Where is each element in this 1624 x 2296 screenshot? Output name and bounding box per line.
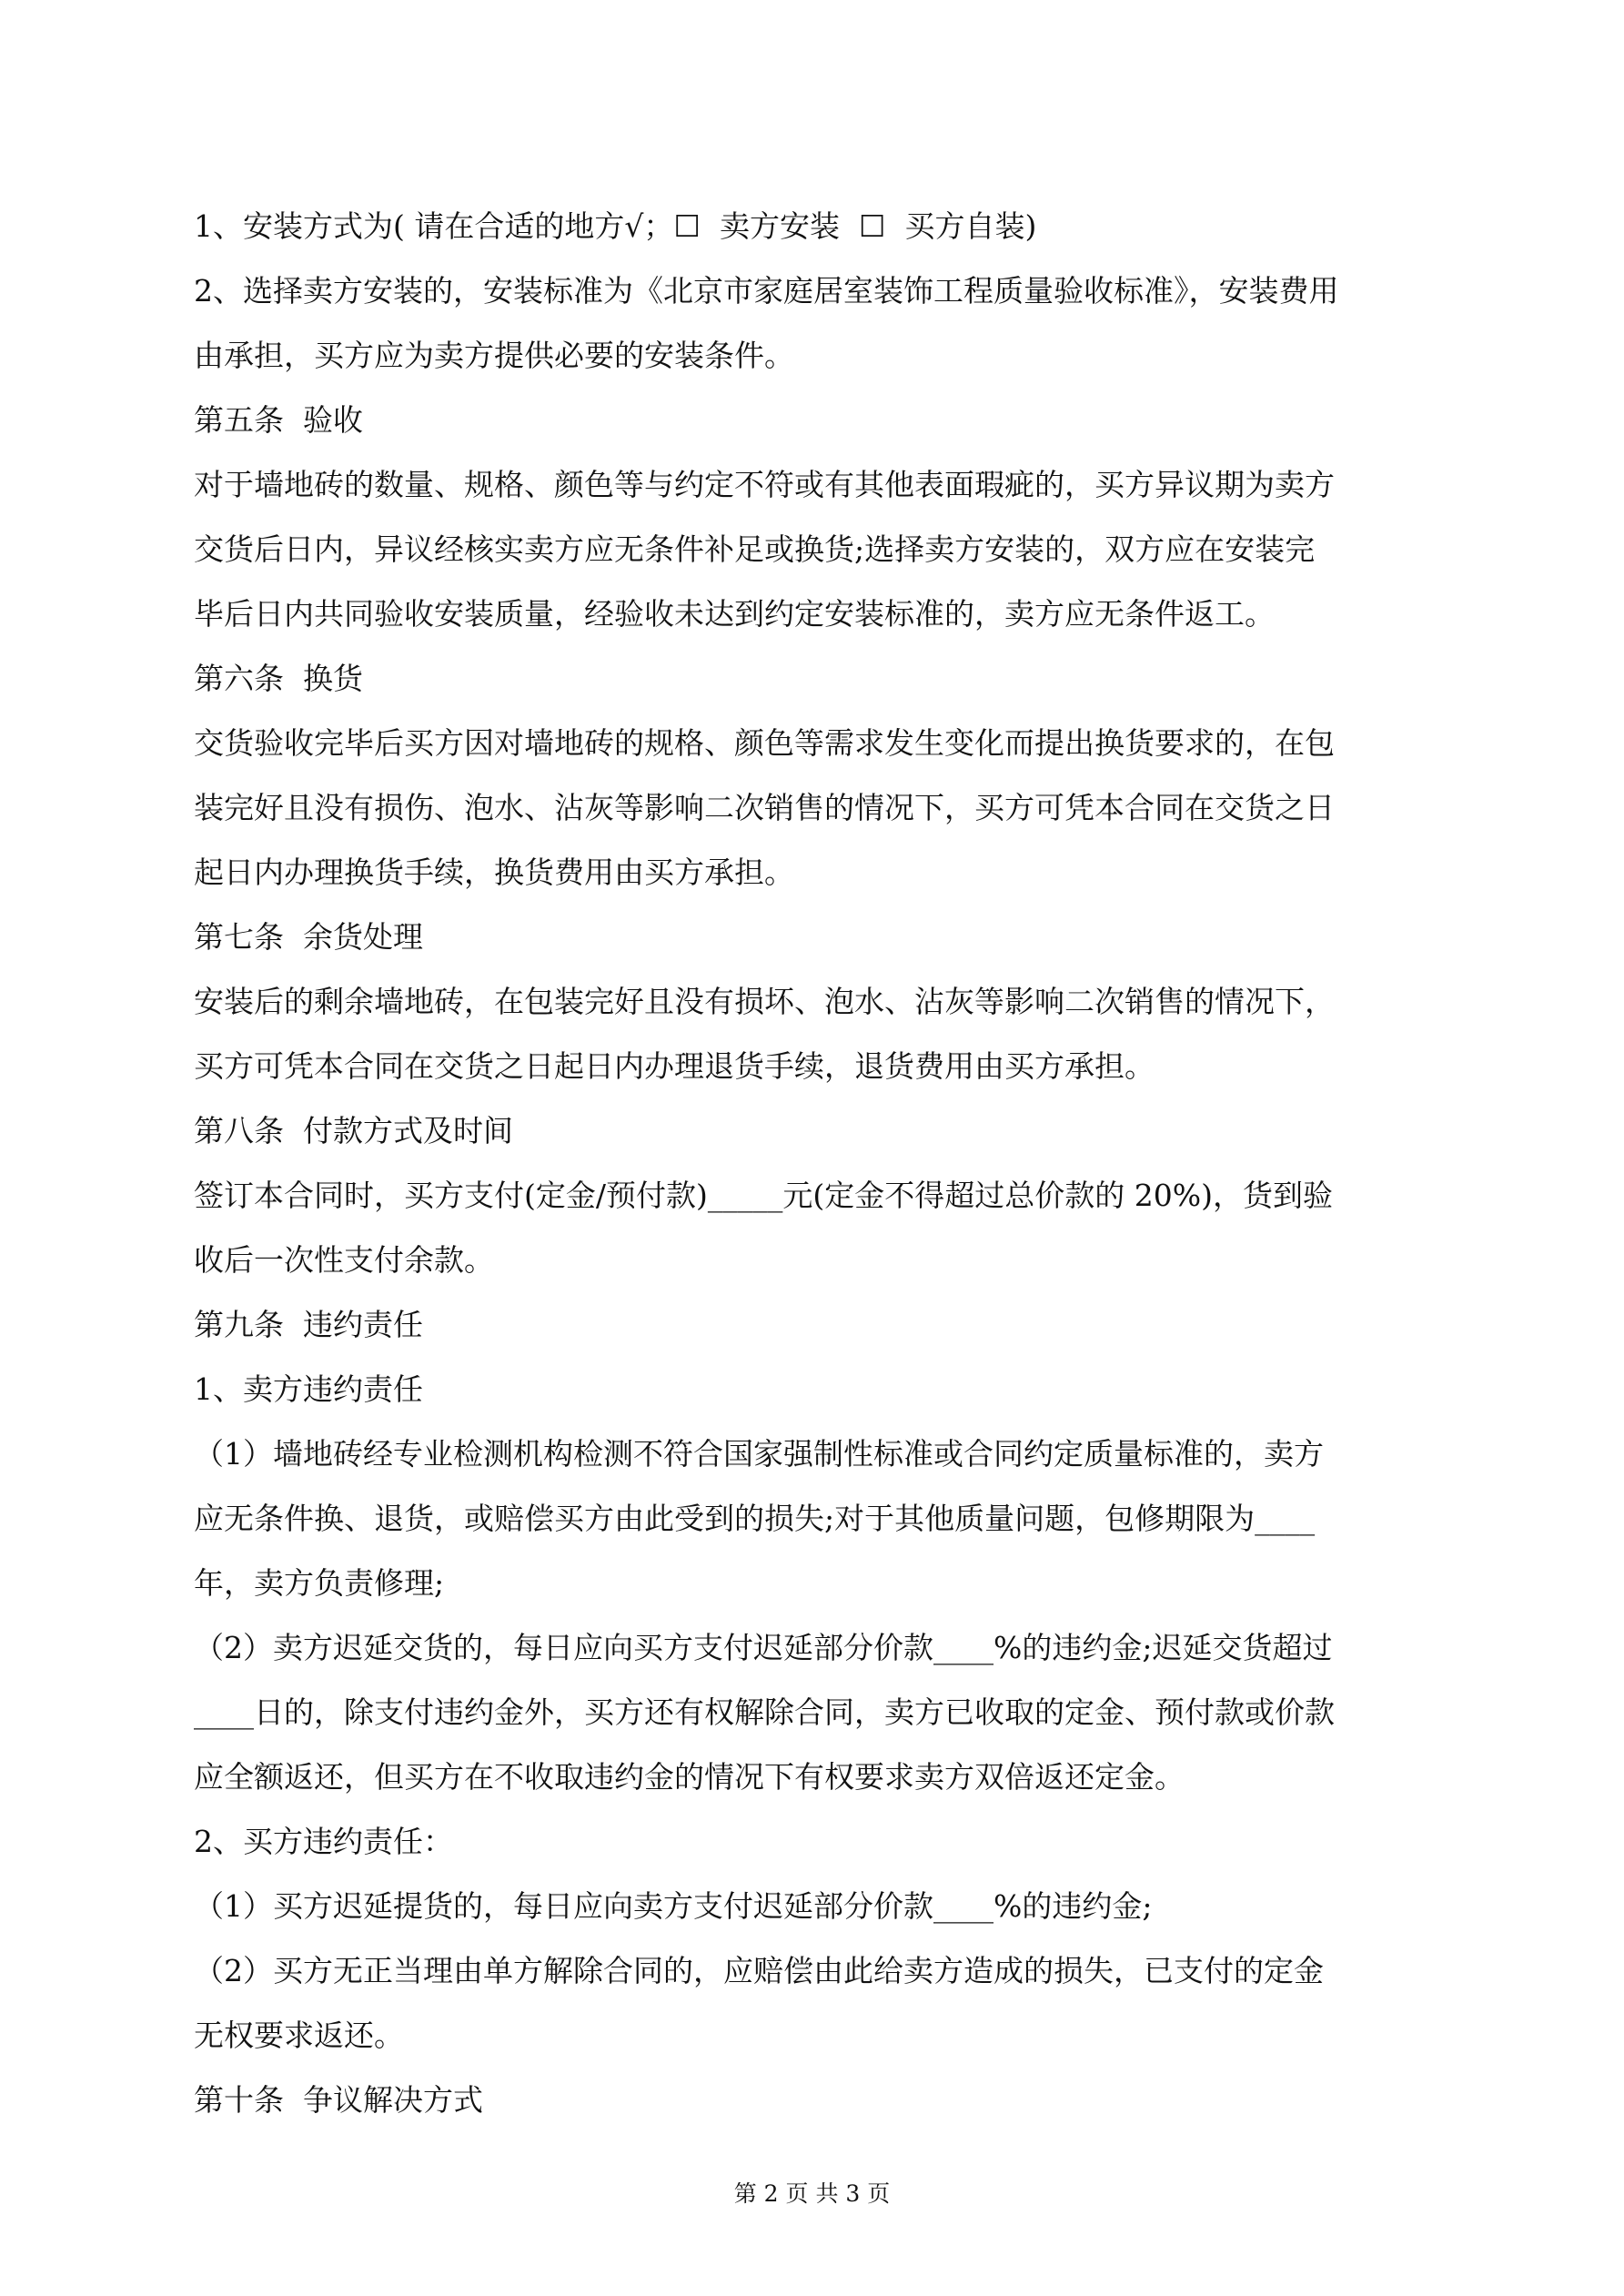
text-line: 2、选择卖方安装的，安装标准为《北京市家庭居室装饰工程质量验收标准》，安装费用 — [194, 273, 1339, 308]
section-heading: 第十条 争议解决方式 — [194, 2082, 483, 2118]
text-line: 交货验收完毕后买方因对墙地砖的规格、颜色等需求发生变化而提出换货要求的，在包 — [194, 725, 1335, 761]
document-body — [194, 202, 1442, 2140]
text-line: 应无条件换、退货，或赔偿买方由此受到的损失;对于其他质量问题，包修期限为____ — [194, 1501, 1316, 1536]
text-line: 由承担，买方应为卖方提供必要的安装条件。 — [194, 338, 794, 373]
subsection-heading: 2、买方违约责任： — [194, 1824, 453, 1859]
text-line: ____日的，除支付违约金外，买方还有权解除合同，卖方已收取的定金、预付款或价款 — [194, 1694, 1335, 1730]
text-line: 交货后日内，异议经核实卖方应无条件补足或换货;选择卖方安装的，双方应在安装完 — [194, 531, 1316, 567]
subsection-heading: 1、卖方违约责任 — [194, 1371, 423, 1407]
text-line: 对于墙地砖的数量、规格、颜色等与约定不符或有其他表面瑕疵的，买方异议期为卖方 — [194, 467, 1335, 502]
text-line: 安装后的剩余墙地砖，在包装完好且没有损坏、泡水、沾灰等影响二次销售的情况下， — [194, 984, 1335, 1019]
text-line: （1）墙地砖经专业检测机构检测不符合国家强制性标准或合同约定质量标准的，卖方 — [194, 1436, 1324, 1472]
section-heading: 第八条 付款方式及时间 — [194, 1113, 513, 1148]
section-heading: 第六条 换货 — [194, 661, 363, 696]
text-line: 毕后日内共同验收安装质量，经验收未达到约定安装标准的，卖方应无条件返工。 — [194, 596, 1275, 632]
page-number: 第 2 页 共 3 页 — [733, 2180, 891, 2207]
text-line: 收后一次性支付余款。 — [194, 1242, 494, 1278]
text-line: 起日内办理换货手续，换货费用由买方承担。 — [194, 855, 794, 890]
text-line: 应全额返还，但买方在不收取违约金的情况下有权要求卖方双倍返还定金。 — [194, 1759, 1185, 1795]
text-line: （1）买方迟延提货的，每日应向卖方支付迟延部分价款____%的违约金; — [194, 1888, 1153, 1924]
section-heading: 第七条 余货处理 — [194, 919, 423, 955]
text-line: 年，卖方负责修理; — [194, 1565, 445, 1601]
section-heading: 第五条 验收 — [194, 402, 363, 438]
text-line: （2）买方无正当理由单方解除合同的，应赔偿由此给卖方造成的损失，已支付的定金 — [194, 1953, 1324, 1988]
text-line: 装完好且没有损伤、泡水、沾灰等影响二次销售的情况下，买方可凭本合同在交货之日 — [194, 790, 1335, 825]
text-line: （2）卖方迟延交货的，每日应向买方支付迟延部分价款____%的违约金;迟延交货超过 — [194, 1630, 1333, 1665]
text-line: 无权要求返还。 — [194, 2018, 404, 2053]
text-line: 1、安装方式为( 请在合适的地方√；☐ 卖方安装 ☐ 买方自装) — [194, 208, 1037, 244]
text-line: 买方可凭本合同在交货之日起日内办理退货手续，退货费用由买方承担。 — [194, 1048, 1155, 1084]
text-line: 签订本合同时，买方支付(定金/预付款)_____元(定金不得超过总价款的 20%)，货到验 — [194, 1178, 1333, 1213]
section-heading: 第九条 违约责任 — [194, 1307, 423, 1342]
